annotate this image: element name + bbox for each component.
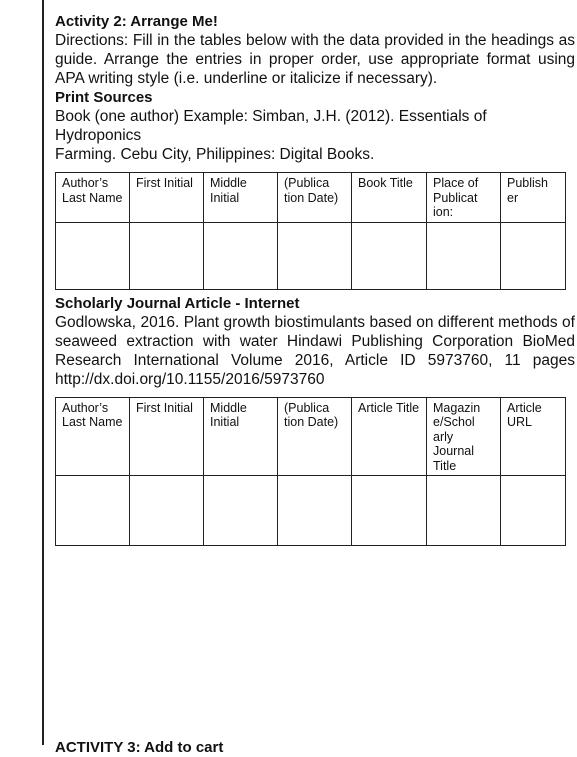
table-header-row [56,173,566,223]
answer-cell-article-title[interactable] [352,476,427,546]
table-row [56,222,566,289]
activity-directions: Directions: Fill in the tables below with the data provided in the headings as guide. Arrange the entries in proper order, use appropriate format using APA writing style (i.e. underline or italicize if necessary). [55,32,575,87]
answer-cell-place-of-publication[interactable] [427,222,501,289]
answer-cell-middle-initial[interactable] [204,476,278,546]
answer-cell-author-last-name[interactable] [56,222,130,289]
table-row [56,476,566,546]
answer-cell-first-initial[interactable] [130,222,204,289]
book-example-line-2: Hydroponics [55,127,142,144]
activity-title: Activity 2: Arrange Me! [55,13,218,30]
answer-cell-book-title[interactable] [352,222,427,289]
table-header-row [56,397,566,476]
journal-heading: Scholarly Journal Article - Internet [55,294,300,312]
answer-cell-first-initial[interactable] [130,476,204,546]
answer-cell-publication-date[interactable] [278,222,352,289]
header-first-initial: First Initial [130,173,204,223]
header-author-last-name: Author’s Last Name [56,397,130,476]
header-middle-initial: Middle Initial [204,173,278,223]
print-sources-heading: Print Sources [55,89,153,106]
answer-cell-author-last-name[interactable] [56,476,130,546]
header-journal-title: Magazin e/Schol arly Journal Title [427,397,501,476]
header-publication-date: (Publica tion Date) [278,397,352,476]
answer-cell-publication-date[interactable] [278,476,352,546]
header-book-title: Book Title [352,173,427,223]
answer-cell-middle-initial[interactable] [204,222,278,289]
book-example-line-3: Farming. Cebu City, Philippines: Digital Books. [55,146,375,163]
journal-citation-table [55,397,566,547]
header-author-last-name: Author’s Last Name [56,173,130,223]
header-middle-initial: Middle Initial [204,397,278,476]
header-article-url: Article URL [501,397,566,476]
header-first-initial: First Initial [130,397,204,476]
answer-cell-journal-title[interactable] [427,476,501,546]
header-place-of-publication: Place of Publicat ion: [427,173,501,223]
header-article-title: Article Title [352,397,427,476]
book-example-line-1: Book (one author) Example: Simban, J.H. (2012). Essentials of [55,108,487,125]
answer-cell-article-url[interactable] [501,476,566,546]
header-publication-date: (Publica tion Date) [278,173,352,223]
answer-cell-publisher[interactable] [501,222,566,289]
worksheet-content [55,12,575,546]
journal-example: Godlowska, 2016. Plant growth biostimulants based on different methods of seaweed extraction with water Hindawi Publishing Corporation BioMed Research International Volume 2016, Article ID 5973760, 11 pages http://dx.doi.org/10.1155/2016/5973760 [55,313,575,388]
next-activity-heading: ACTIVITY 3: Add to cart [55,739,224,756]
book-citation-table [55,172,566,290]
header-publisher: Publish er [501,173,566,223]
